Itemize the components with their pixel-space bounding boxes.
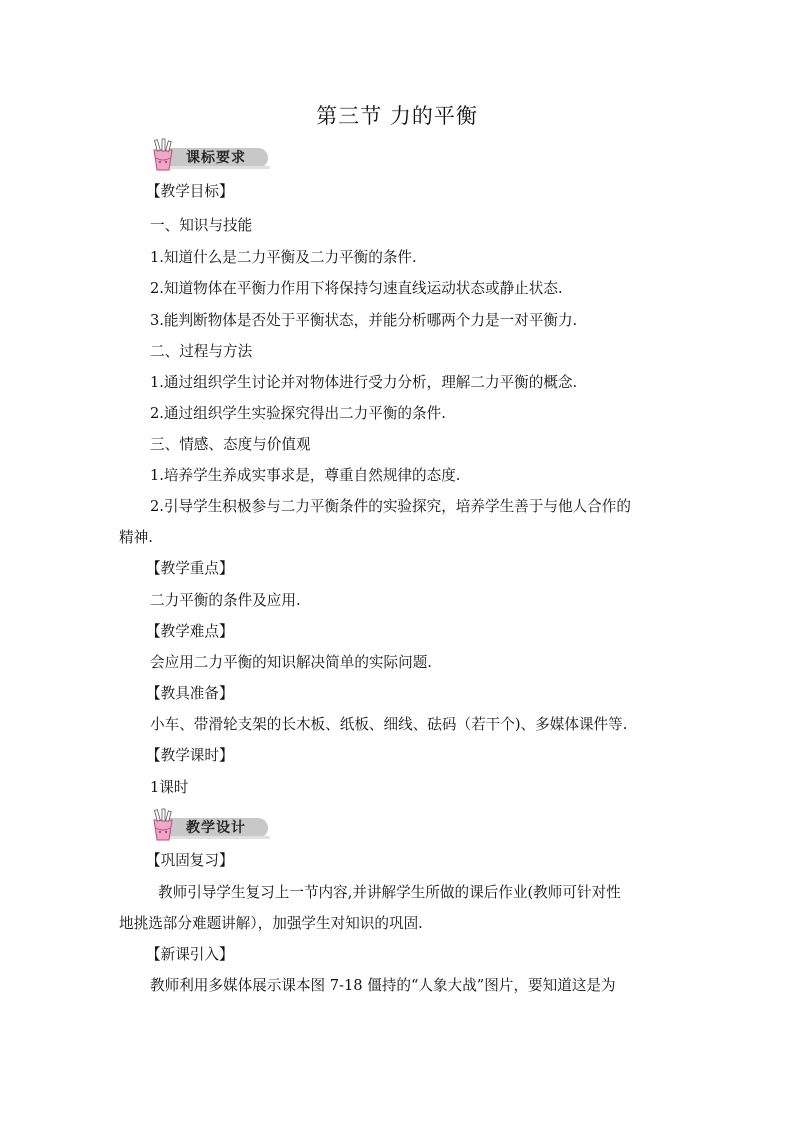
review-heading: 【巩固复习】	[146, 852, 234, 869]
key-point-text: 二力平衡的条件及应用.	[150, 592, 301, 609]
pencil-cup-icon	[146, 808, 180, 842]
objectives-heading: 【教学目标】	[146, 183, 234, 200]
section-header-design	[146, 808, 272, 842]
new-lesson-heading: 【新课引入】	[146, 946, 234, 963]
emotion-values-heading: 三、情感、态度与价值观	[150, 436, 311, 453]
process-method-item-2: 2.通过组织学生实验探究得出二力平衡的条件.	[150, 405, 446, 422]
knowledge-skills-item-3: 3.能判断物体是否处于平衡状态，并能分析哪两个力是一对平衡力.	[150, 312, 578, 329]
difficult-point-heading: 【教学难点】	[146, 623, 234, 640]
materials-heading: 【教具准备】	[146, 685, 234, 702]
new-lesson-text-line-1: 教师利用多媒体展示课本图 7-18 僵持的“人象大战”图片，要知道这是为	[150, 977, 616, 994]
key-point-heading: 【教学重点】	[146, 560, 234, 577]
section-label: 课标要求	[186, 150, 246, 166]
process-method-heading: 二、过程与方法	[150, 343, 253, 360]
knowledge-skills-item-2: 2.知道物体在平衡力作用下将保持匀速直线运动状态或静止状态.	[150, 280, 563, 297]
knowledge-skills-heading: 一、知识与技能	[150, 217, 253, 234]
review-text-line-2: 地挑选部分难题讲解），加强学生对知识的巩固.	[119, 915, 423, 932]
process-method-item-1: 1.通过组织学生讨论并对物体进行受力分析，理解二力平衡的概念.	[150, 374, 578, 391]
emotion-values-item-2: 2.引导学生积极参与二力平衡条件的实验探究，培养学生善于与他人合作的	[150, 498, 631, 515]
review-text-line-1: 教师引导学生复习上一节内容,并讲解学生所做的课后作业(教师可针对性	[158, 884, 621, 901]
page-title: 第三节 力的平衡	[316, 104, 478, 128]
difficult-point-text: 会应用二力平衡的知识解决简单的实际问题.	[150, 654, 432, 671]
materials-text: 小车、带滑轮支架的长木板、纸板、细线、砝码（若干个)、多媒体课件等.	[150, 716, 628, 733]
section-label: 教学设计	[186, 820, 246, 836]
pencil-cup-icon	[146, 138, 180, 172]
emotion-values-item-2-cont: 精神.	[119, 529, 153, 546]
lesson-hours-text: 1课时	[150, 779, 189, 796]
section-header-standards	[146, 138, 272, 172]
emotion-values-item-1: 1.培养学生养成实事求是，尊重自然规律的态度.	[150, 467, 461, 484]
knowledge-skills-item-1: 1.知道什么是二力平衡及二力平衡的条件.	[150, 249, 417, 266]
lesson-hours-heading: 【教学课时】	[146, 747, 234, 764]
